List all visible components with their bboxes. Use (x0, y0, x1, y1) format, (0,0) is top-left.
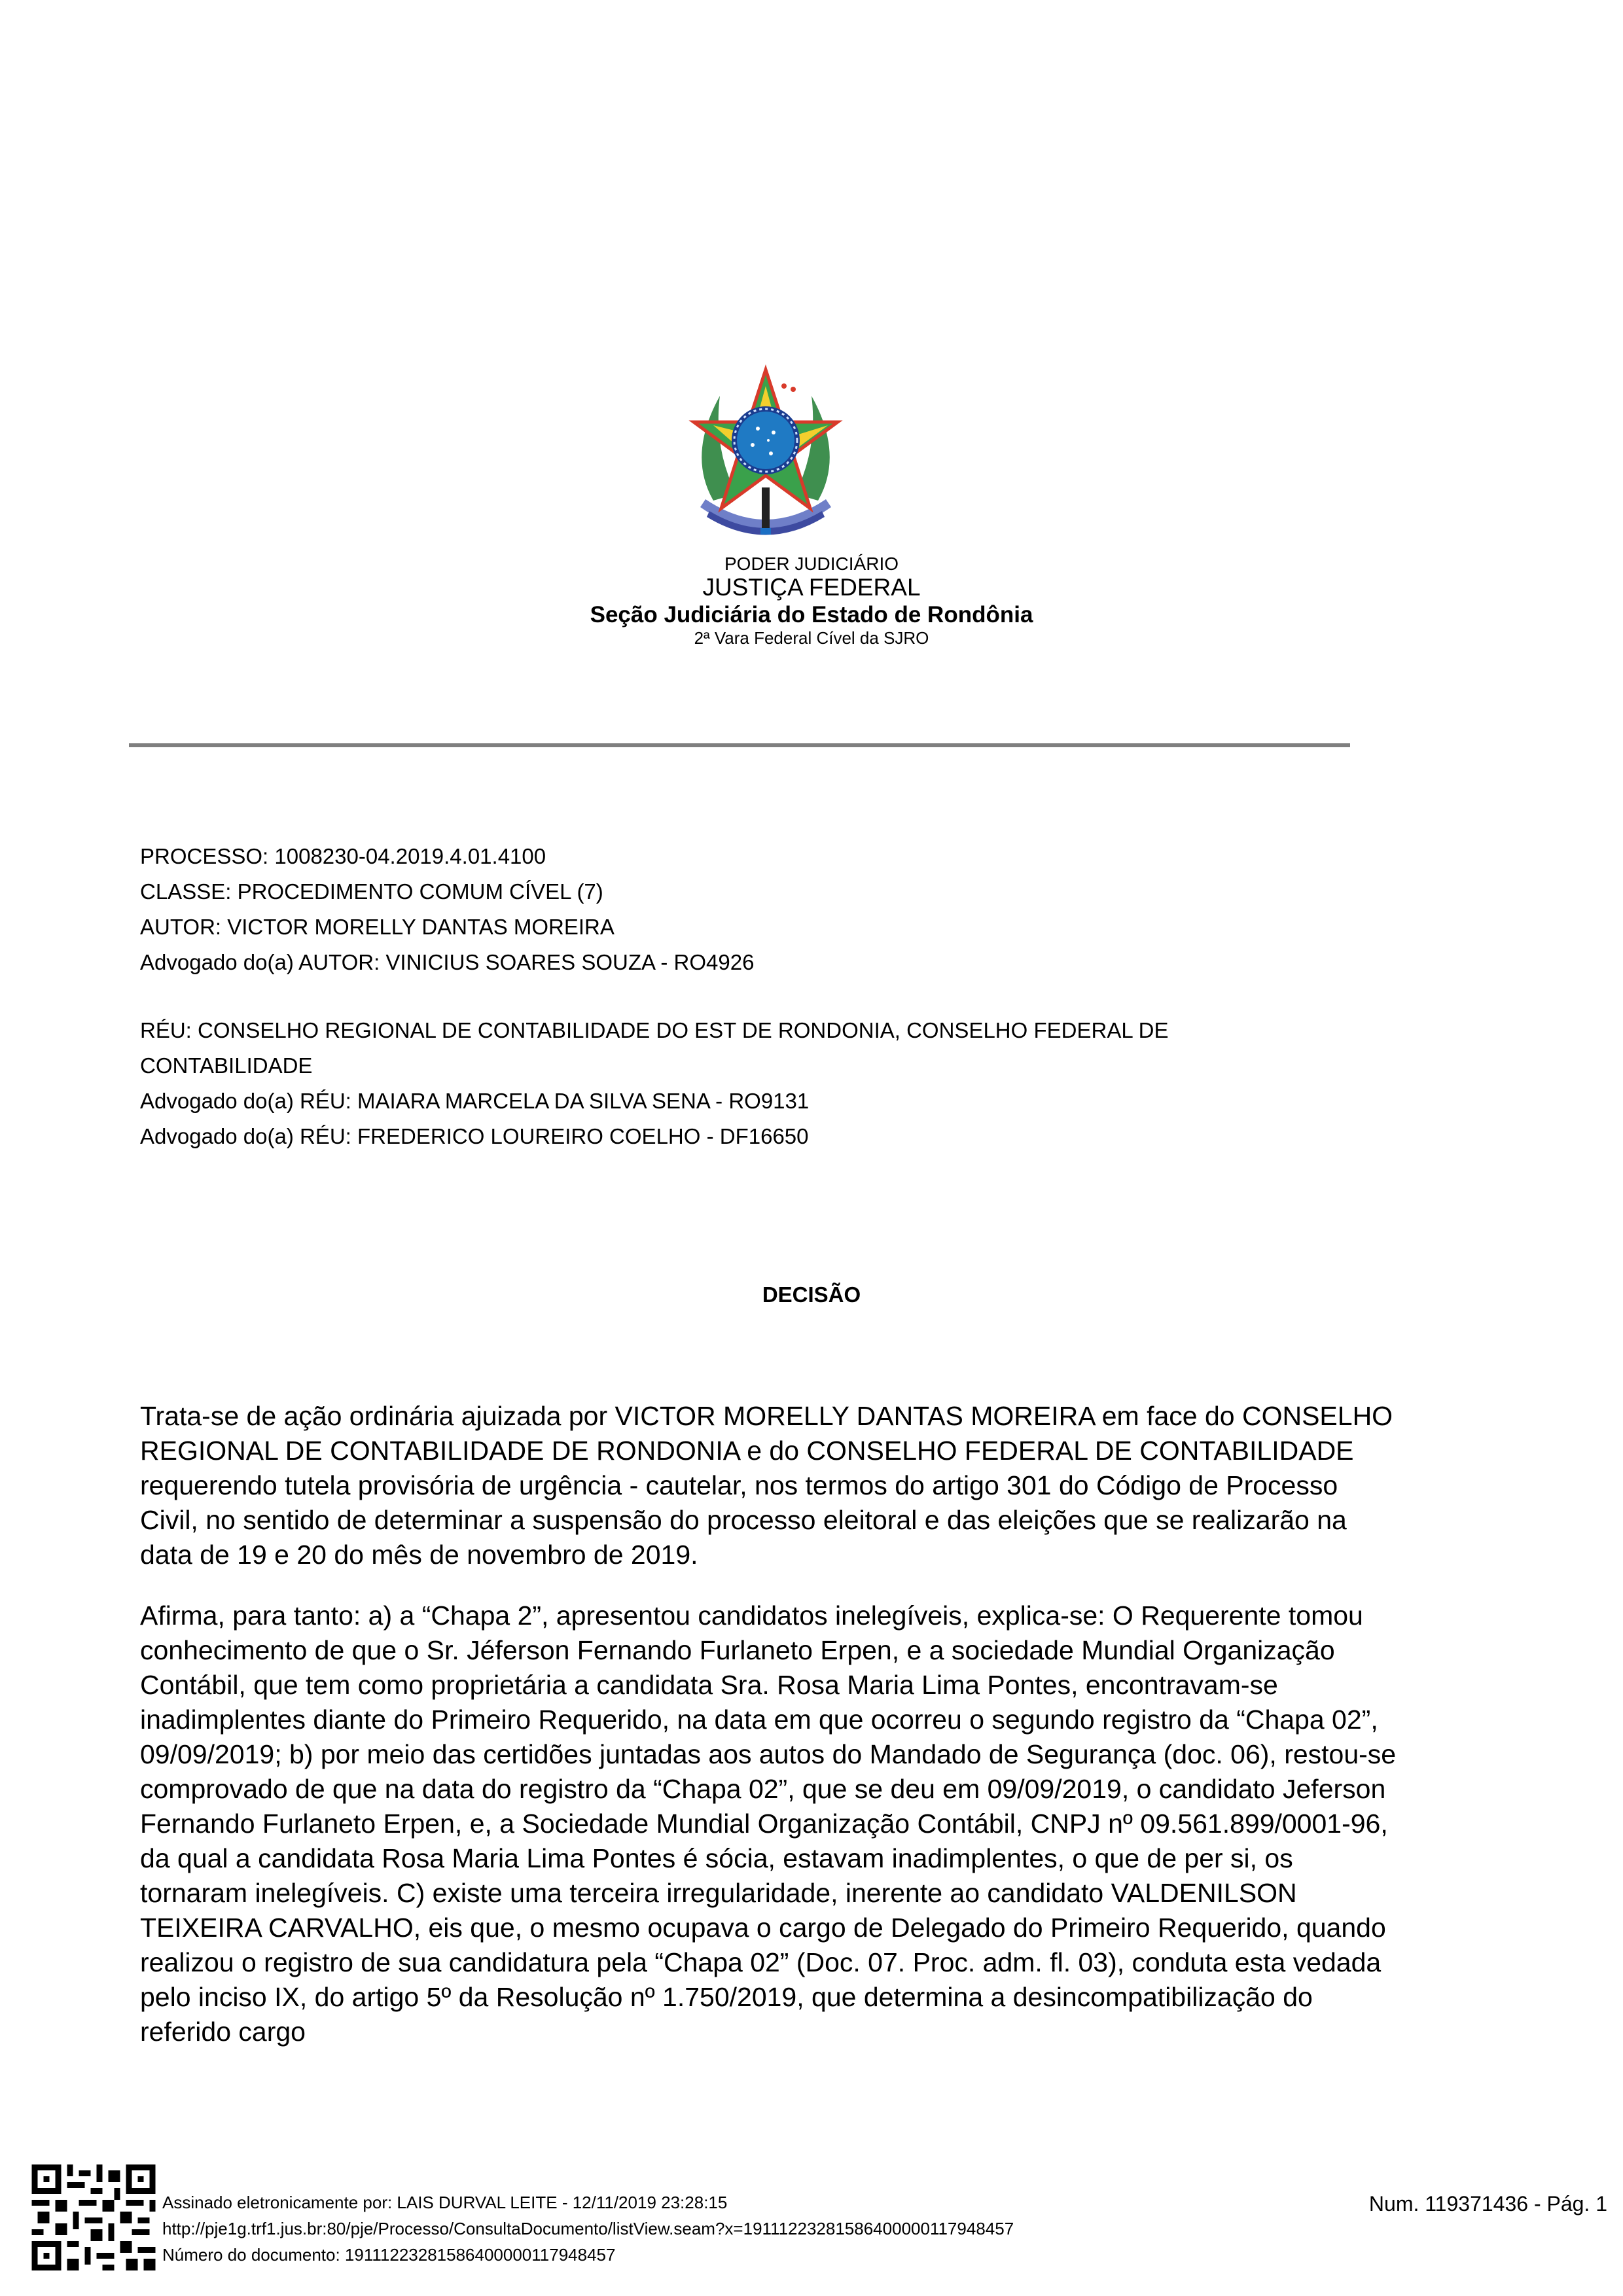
footer-url-link[interactable]: http://pje1g.trf1.jus.br:80/pje/Processo/ConsultaDocumento/listView.seam?x=19111223281586400000117948457 (162, 2219, 1014, 2238)
header-line-secao-judiciaria: Seção Judiciária do Estado de Rondônia (590, 602, 1033, 627)
decision-title: DECISÃO (762, 1282, 861, 1307)
case-reu: RÉU: CONSELHO REGIONAL DE CONTABILIDADE DO EST DE RONDONIA, CONSELHO FEDERAL DE (140, 1018, 1169, 1042)
case-processo: PROCESSO: 1008230-04.2019.4.01.4100 (140, 844, 546, 868)
case-autor: AUTOR: VICTOR MORELLY DANTAS MOREIRA (140, 915, 615, 939)
header-line-justica-federal: JUSTIÇA FEDERAL (702, 574, 921, 601)
case-advogado-reu-1: Advogado do(a) RÉU: MAIARA MARCELA DA SILVA SENA - RO9131 (140, 1089, 810, 1113)
case-advogado-reu-2: Advogado do(a) RÉU: FREDERICO LOUREIRO COELHO - DF16650 (140, 1124, 809, 1148)
case-reu-continued: CONTABILIDADE (140, 1053, 313, 1078)
footer-document-number: Número do documento: 19111223281586400000117948457 (162, 2245, 616, 2265)
case-classe: CLASSE: PROCEDIMENTO COMUM CÍVEL (7) (140, 879, 603, 904)
qr-code-icon[interactable] (31, 2164, 156, 2270)
header-line-poder-judiciario: PODER JUDICIÁRIO (724, 554, 899, 574)
decision-body (140, 1399, 1397, 2075)
header-line-vara: 2ª Vara Federal Cível da SJRO (694, 628, 929, 648)
header-divider (129, 743, 1350, 747)
page-number: Num. 119371436 - Pág. 1 (1368, 2192, 1607, 2216)
footer-signed-by: Assinado eletronicamente por: LAIS DURVAL LEITE - 12/11/2019 23:28:15 (162, 2193, 728, 2212)
decision-paragraph: Trata-se de ação ordinária ajuizada por VICTOR MORELLY DANTAS MOREIRA em face do CONSELHO REGIONAL DE CONTABILIDADE DE RONDONIA e do CONSELHO FEDERAL DE CONTABILIDADE requerendo tutela provisória de urgência - cautelar, nos termos do artigo 301 do Código de Processo Civil, no sentido de determinar a suspensão do processo eleitoral e das eleições que se realizarão na data de 19 e 20 do mês de novembro de 2019. (140, 1401, 1393, 1570)
case-advogado-autor: Advogado do(a) AUTOR: VINICIUS SOARES SOUZA - RO4926 (140, 950, 755, 974)
decision-paragraph: Afirma, para tanto: a) a “Chapa 2”, apresentou candidatos inelegíveis, explica-se: O Requerente tomou conhecimento de que o Sr. Jéferson Fernando Furlaneto Erpen, e a sociedade Mundial Organização Contábil, que tem como proprietária a candidata Sra. Rosa Maria Lima Pontes, encontravam-se inadimplentes diante do Primeiro Requerido, na data em que ocorreu o segundo registro da “Chapa 02”, 09/09/2019; b) por meio das certidões juntadas aos autos do Mandado de Segurança (doc. 06), restou-se comprovado de que na data do registro da “Chapa 02”, que se deu em 09/09/2019, o candidato Jeferson Fernando Furlaneto Erpen, e, a Sociedade Mundial Organização Contábil, CNPJ nº 09.561.899/0001-96, da qual a candidata Rosa Maria Lima Pontes é sócia, estavam inadimplentes, o que de per si, os tornaram inelegíveis. C) existe uma terceira irregularidade, inerente ao candidato VALDENILSON TEIXEIRA CARVALHO, eis que, o mesmo ocupava o cargo de Delegado do Primeiro Requerido, quando realizou o registro de sua candidatura pela “Chapa 02” (Doc. 07. Proc. adm. fl. 03), conduta esta vedada pelo inciso IX, do artigo 5º da Resolução nº 1.750/2019, que determina a desincompatibilização do referido cargo (140, 1600, 1397, 2047)
brazil-coat-of-arms-icon (674, 357, 857, 546)
